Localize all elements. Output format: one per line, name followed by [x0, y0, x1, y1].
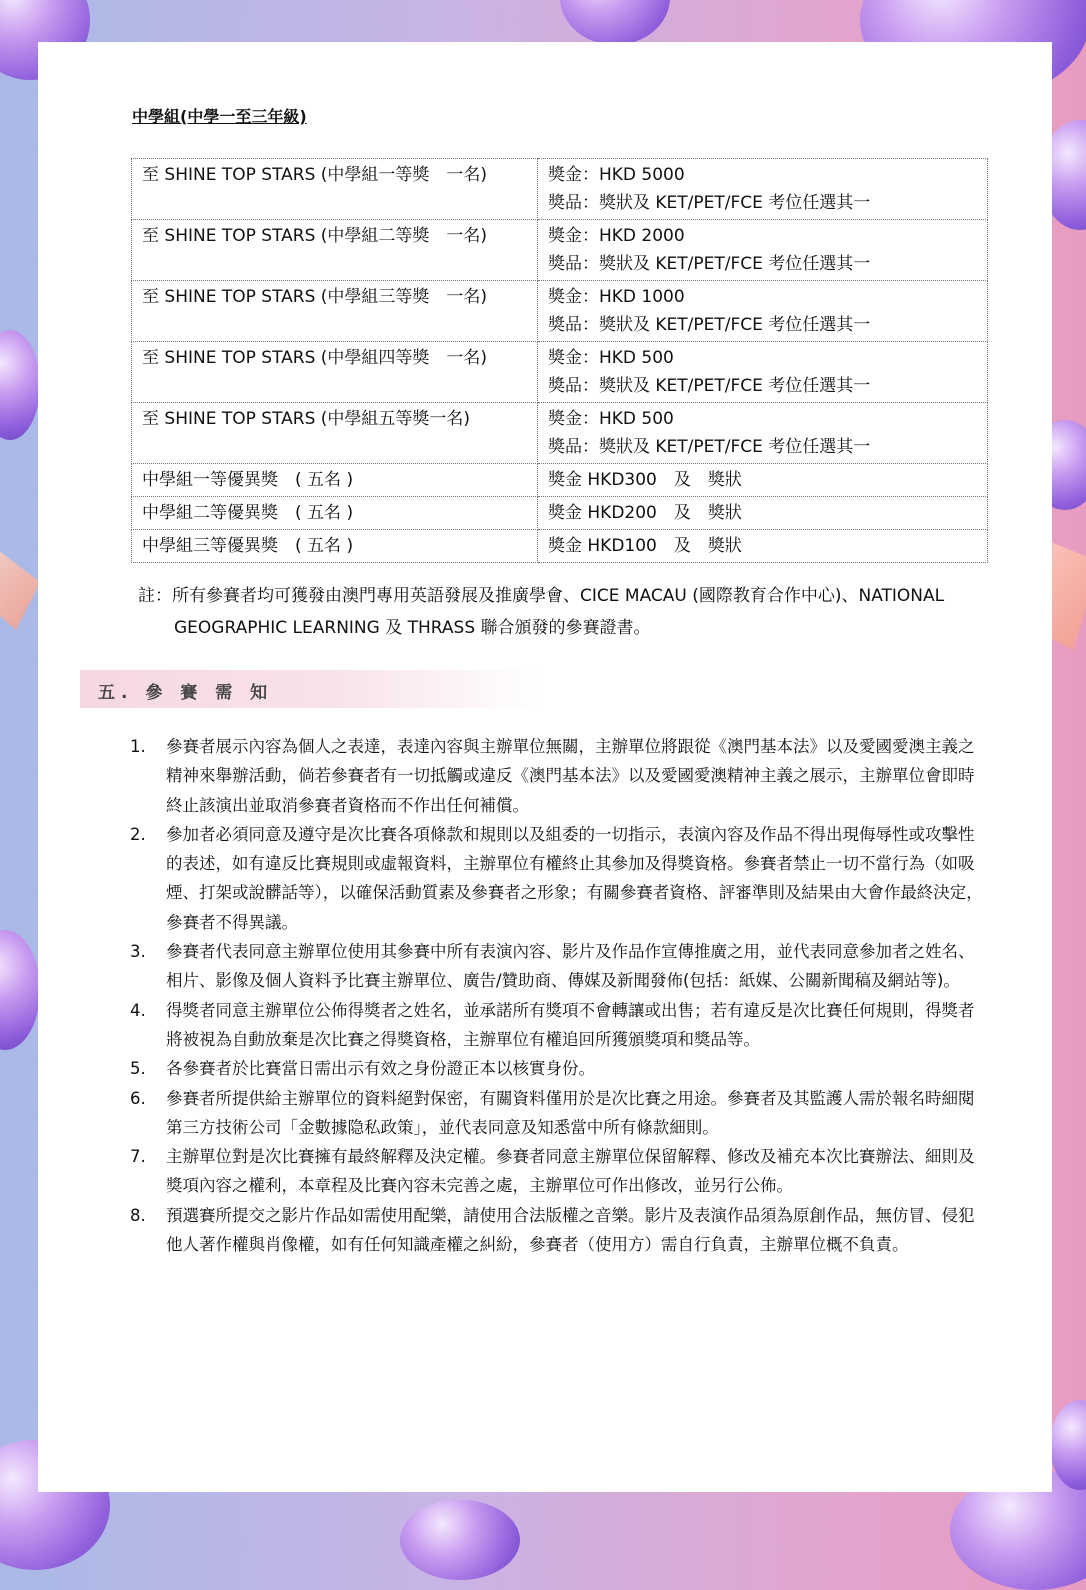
award-name: 中學組二等優異獎 ( 五名 )	[132, 497, 538, 530]
rule-number: 2.	[130, 824, 146, 844]
award-row	[132, 497, 988, 530]
rule-number: 8.	[130, 1205, 146, 1225]
award-name: 至 SHINE TOP STARS (中學組四等獎 一名)	[132, 342, 538, 403]
section-title: 中學組(中學一至三年級)	[132, 107, 307, 126]
rule-item	[130, 1054, 988, 1083]
certificate-note	[138, 580, 998, 644]
prize-line: 獎品：獎狀及 KET/PET/FCE 考位任選其一	[548, 376, 871, 396]
prize-line: 獎金：HKD 2000	[548, 226, 685, 246]
decorative-bubble	[400, 1500, 520, 1580]
award-prize	[538, 220, 988, 281]
award-prize	[538, 464, 988, 497]
prize-line: 獎金 HKD100 及 獎狀	[548, 536, 742, 556]
rule-number: 1.	[130, 737, 146, 756]
rule-number: 6.	[130, 1088, 146, 1108]
award-row	[132, 464, 988, 497]
rule-number: 3.	[130, 942, 146, 962]
prize-line: 獎品：獎狀及 KET/PET/FCE 考位任選其一	[548, 254, 871, 274]
rule-item	[130, 1084, 988, 1143]
section-5-header	[80, 670, 540, 708]
rule-number: 7.	[130, 1147, 146, 1167]
award-name: 中學組一等優異獎 ( 五名 )	[132, 464, 538, 497]
award-prize	[538, 530, 988, 563]
award-row	[132, 403, 988, 464]
award-name: 至 SHINE TOP STARS (中學組二等獎 一名)	[132, 220, 538, 281]
prize-line: 獎金：HKD 1000	[548, 287, 685, 307]
section-5-title: 五. 參 賽 需 知	[98, 683, 274, 703]
prize-line: 獎金：HKD 500	[548, 348, 674, 368]
award-name: 至 SHINE TOP STARS (中學組一等獎 一名)	[132, 159, 538, 220]
award-prize	[538, 497, 988, 530]
award-prize	[538, 403, 988, 464]
decorative-bubble	[0, 330, 40, 440]
prize-line: 獎金 HKD200 及 獎狀	[548, 503, 742, 523]
rule-text: 參賽者代表同意主辦單位使用其參賽中所有表演內容、影片及作品作宣傳推廣之用，並代表同意參加者之姓名、相片、影像及個人資料予比賽主辦單位、廣告/贊助商、傳媒及新聞發佈(包括：紙媒、公關新聞稿及網站等)。	[166, 942, 975, 991]
award-prize	[538, 159, 988, 220]
note-line-2: GEOGRAPHIC LEARNING 及 THRASS 聯合頒發的參賽證書。	[174, 618, 651, 638]
rule-text: 預選賽所提交之影片作品如需使用配樂，請使用合法版權之音樂。影片及表演作品須為原創作品，無仿冒、侵犯他人著作權與肖像權，如有任何知識產權之糾紛，參賽者（使用方）需自行負責，主辦單位概不負責。	[166, 1205, 975, 1255]
prize-line: 獎金 HKD300 及 獎狀	[548, 470, 742, 490]
prize-line: 獎金：HKD 5000	[548, 165, 685, 185]
rule-item	[130, 937, 988, 996]
decorative-shard	[0, 550, 40, 630]
award-name: 至 SHINE TOP STARS (中學組三等獎 一名)	[132, 281, 538, 342]
rule-text: 參賽者所提供給主辦單位的資料絕對保密，有關資料僅用於是次比賽之用途。參賽者及其監護人需於報名時細閱第三方技術公司「金數據隐私政策」，並代表同意及知悉當中所有條款細則。	[166, 1088, 975, 1137]
rule-item	[130, 820, 988, 937]
rule-text: 主辦單位對是次比賽擁有最終解釋及決定權。參賽者同意主辦單位保留解釋、修改及補充本次比賽辦法、細則及獎項內容之權利，本章程及比賽內容未完善之處，主辦單位可作出修改，並另行公佈。	[166, 1147, 975, 1196]
award-row	[132, 281, 988, 342]
prize-line: 獎品：獎狀及 KET/PET/FCE 考位任選其一	[548, 437, 871, 457]
award-row	[132, 530, 988, 563]
note-line-1: 註：所有參賽者均可獲發由澳門專用英語發展及推廣學會、CICE MACAU (國際教育合作中心)、NATIONAL	[138, 586, 945, 606]
prize-line: 獎品：獎狀及 KET/PET/FCE 考位任選其一	[548, 315, 871, 335]
award-name: 至 SHINE TOP STARS (中學組五等獎一名)	[132, 403, 538, 464]
award-row	[132, 342, 988, 403]
award-name: 中學組三等優異獎 ( 五名 )	[132, 530, 538, 563]
award-row	[132, 220, 988, 281]
award-prize	[538, 281, 988, 342]
prize-line: 獎品：獎狀及 KET/PET/FCE 考位任選其一	[548, 193, 871, 213]
prize-line: 獎金：HKD 500	[548, 409, 674, 429]
rule-text: 參賽者展示內容為個人之表達，表達內容與主辦單位無關，主辦單位將跟從《澳門基本法》以及愛國愛澳主義之精神來舉辦活動，倘若參賽者有一切抵觸或違反《澳門基本法》以及愛國愛澳精神主義之展示，主辦單位會即時終止該演出並取消參賽者資格而不作出任何補償。	[166, 737, 975, 815]
rule-number: 4.	[130, 1000, 146, 1020]
decorative-bubble	[560, 0, 670, 45]
award-prize	[538, 342, 988, 403]
rule-item	[130, 996, 988, 1055]
awards-table	[131, 158, 988, 563]
rule-number: 5.	[130, 1059, 146, 1079]
decorative-bubble	[0, 930, 40, 1050]
rule-text: 各參賽者於比賽當日需出示有效之身份證正本以核實身份。	[166, 1059, 595, 1079]
rule-item	[130, 1201, 988, 1260]
rule-item	[130, 732, 988, 820]
award-row	[132, 159, 988, 220]
rules-list	[130, 732, 988, 1259]
rule-text: 得獎者同意主辦單位公佈得獎者之姓名，並承諾所有獎項不會轉讓或出售；若有違反是次比賽任何規則，得獎者將被視為自動放棄是次比賽之得獎資格，主辦單位有權追回所獲頒獎項和獎品等。	[166, 1000, 975, 1049]
rule-text: 參加者必須同意及遵守是次比賽各項條款和規則以及組委的一切指示，表演內容及作品不得出現侮辱性或攻擊性的表述，如有違反比賽規則或虛報資料，主辦單位有權終止其參加及得獎資格。參賽者禁止一切不當行為（如吸煙、打架或說髒話等），以確保活動質素及參賽者之形象；有關參賽者資格、評審準則及結果由大會作最終決定，參賽者不得異議。	[166, 824, 983, 932]
rule-item	[130, 1142, 988, 1201]
